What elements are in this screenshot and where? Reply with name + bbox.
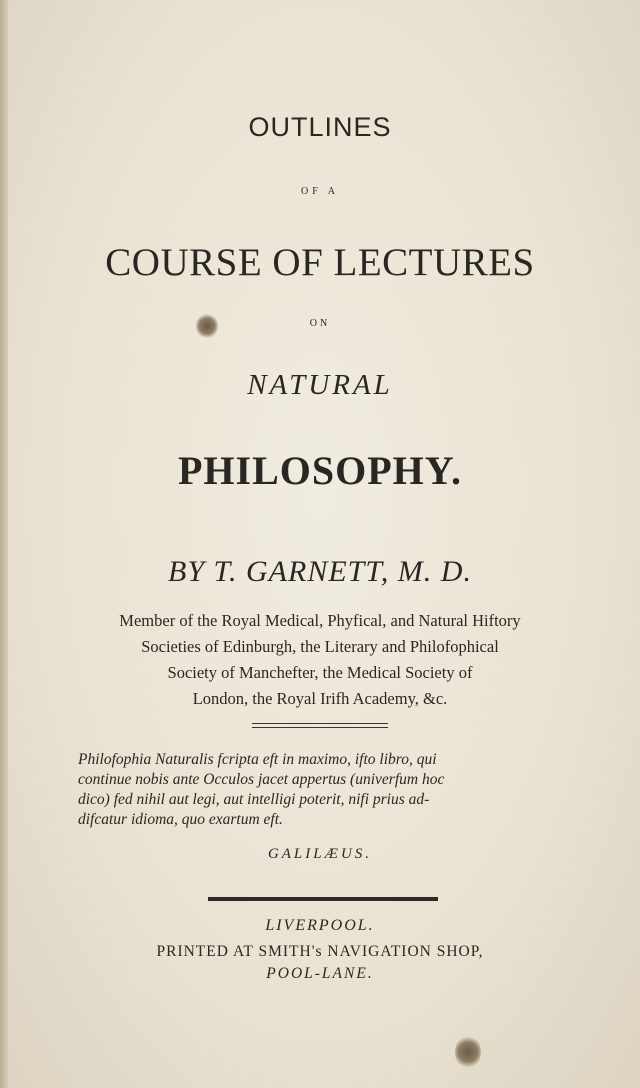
epigraph-line: continue nobis ante Occulos jacet appertus (univerfum hoc — [78, 771, 445, 788]
double-rule-divider — [252, 723, 388, 728]
ink-stain — [196, 313, 218, 339]
heading-philosophy: PHILOSOPHY. — [177, 448, 463, 493]
heading-course-of-lectures: COURSE OF LECTURES — [105, 241, 535, 284]
author-credentials — [0, 608, 640, 712]
epigraph-line: difcatur idioma, quo exartum eft. — [78, 811, 283, 828]
heading-natural: NATURAL — [247, 369, 393, 401]
epigraph-line: dico) fed nihil aut legi, aut intelligi poterit, nifi prius ad- — [78, 791, 430, 808]
connector-of-a: OF A — [301, 186, 339, 197]
imprint-printer: PRINTED AT SMITH's NAVIGATION SHOP, — [156, 943, 484, 960]
author-line: BY T. GARNETT, M. D. — [168, 555, 472, 588]
imprint-place: LIVERPOOL. — [265, 917, 375, 934]
credentials-line: Societies of Edinburgh, the Literary and Philofophical — [141, 637, 499, 656]
credentials-line: Member of the Royal Medical, Phyfical, and Natural Hiftory — [119, 611, 521, 630]
imprint-street: POOL-LANE. — [266, 965, 374, 982]
epigraph-line: Philofophia Naturalis fcripta eft in maximo, ifto libro, qui — [78, 751, 437, 768]
heading-outlines: OUTLINES — [248, 112, 392, 142]
credentials-line: Society of Manchefter, the Medical Society of — [167, 663, 473, 682]
epigraph — [78, 750, 568, 830]
thick-rule-divider — [208, 897, 438, 901]
connector-on: ON — [309, 318, 331, 329]
ink-stain — [455, 1035, 481, 1069]
epigraph-attribution: GALILÆUS. — [267, 846, 373, 862]
credentials-line: London, the Royal Irifh Academy, &c. — [192, 689, 448, 708]
